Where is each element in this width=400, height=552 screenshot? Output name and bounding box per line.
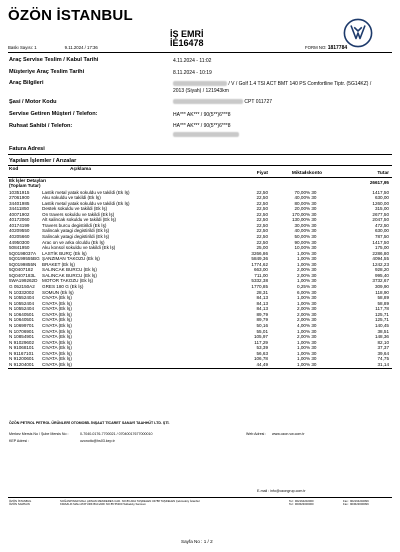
page-number: Sayfa No : 1 / 2 — [181, 539, 213, 544]
cell-fiyat: 22,50 — [256, 233, 268, 239]
cell-iskonto: % 30 — [306, 300, 317, 306]
cell-kod: N 91068101 — [9, 345, 35, 351]
footer-phones: Tel : 902164202000 Tel : 903623000000 — [289, 499, 314, 507]
cell-aciklama: MOTOR TAKOZU (Ek İş) — [42, 278, 94, 284]
cell-tutar: 472,50 — [374, 222, 389, 228]
cell-aciklama: BRAKET (Ek İş) — [42, 261, 75, 267]
cell-miktar: 20,00 — [294, 206, 306, 212]
cell-aciklama: Aku konsol sokuldu ve takildi (Ek İş) — [42, 245, 116, 251]
fatura-adresi-label: Fatura Adresi — [9, 146, 45, 152]
cell-aciklama: Lastik metal yatak sokuldu ve takildi (Ek İş) — [42, 200, 130, 206]
redacted-plate — [173, 81, 227, 86]
info-label-getiren: Servise Getiren Müşteri / Telefon: — [9, 111, 98, 117]
cell-kod: N 10552404 — [9, 300, 35, 306]
group-total-label: (Toplam Tutar) — [9, 183, 41, 188]
cell-aciklama: CIVATA (Ek İş) — [42, 345, 72, 351]
cell-tutar: 39,64 — [377, 350, 389, 356]
cell-kod: 34411850 — [9, 206, 30, 212]
section-title-islemler: Yapılan İşlemler / Arızalar — [9, 158, 77, 164]
cell-kod: 40071902 — [9, 211, 30, 217]
cell-fiyat: 105,97 — [253, 334, 268, 340]
cell-aciklama: CIVATA (Ek İş) — [42, 361, 72, 367]
info-value-sasi — [173, 99, 272, 105]
info-label-ruhsat: Ruhsat Sahibi / Telefon: — [9, 123, 73, 129]
cell-miktar: 1,00 — [297, 256, 306, 262]
vehicle-model: / V / Golf 1.4 TSI ACT BMT 140 PS Comfortline Tiptr. (5G14KZ) / — [228, 81, 372, 87]
cell-tutar: 309,90 — [374, 284, 389, 290]
print-meta — [8, 45, 98, 50]
document-title — [170, 30, 204, 48]
cell-fiyat: 89,79 — [256, 317, 268, 323]
cell-aciklama: CIVATA (Ek İş) — [42, 306, 72, 312]
cell-iskonto: % 30 — [306, 233, 317, 239]
cell-miktar: 130,00 — [291, 217, 306, 223]
cell-fiyat: 5849,36 — [251, 256, 268, 262]
info-value-arac — [173, 81, 371, 87]
cell-iskonto: % 30 — [306, 356, 317, 362]
cell-tutar: 2286,80 — [372, 250, 389, 256]
cell-tutar: 117,78 — [375, 306, 389, 312]
info-value-getiren: HA*** AK*** / 90(5**)6***8 — [173, 112, 231, 118]
cell-fiyat: 22,50 — [256, 239, 268, 245]
print-datetime: 9.11.2024 / 17:36 — [64, 45, 98, 50]
cell-tutar: 4094,55 — [372, 256, 389, 262]
cell-iskonto: % 30 — [306, 211, 317, 217]
cell-kod: 5WA199262D — [9, 278, 38, 284]
cell-fiyat: 3266,86 — [251, 250, 268, 256]
cell-tutar: 3732,67 — [372, 278, 389, 284]
cell-iskonto: % 30 — [306, 350, 317, 356]
cell-miktar: 1,00 — [297, 345, 306, 351]
cell-iskonto: % 30 — [306, 228, 317, 234]
cell-aciklama: SALINCAK BURCU (Ek İş) — [42, 272, 97, 278]
cell-aciklama: Aku sokuldu ve takildi (Ek İş) — [42, 195, 101, 201]
cell-aciklama: Arac on ve arka olculdu (Ek İş) — [42, 239, 105, 245]
cell-iskonto: % 30 — [306, 222, 317, 228]
cell-kod: 27061900 — [9, 195, 30, 201]
cell-kod: N 10552404 — [9, 306, 35, 312]
cell-miktar: 1,00 — [297, 350, 306, 356]
footer-faxes: Fax : 902164202099 Fax : 903623000099 — [343, 499, 369, 507]
cell-iskonto: % 30 — [306, 245, 317, 251]
cell-fiyat: 1774,62 — [251, 261, 268, 267]
info-value-ruhsat: HA*** AK*** / 90(5**)6***8 — [173, 123, 231, 129]
cell-fiyat: 22,50 — [256, 217, 268, 223]
cell-kod: N 10332002 — [9, 289, 35, 295]
cell-tutar: 2047,50 — [372, 217, 389, 223]
cell-aciklama: CIVATA (Ek İş) — [42, 334, 72, 340]
cell-tutar: 1417,50 — [372, 239, 389, 245]
cell-aciklama: CIVATA (Ek İş) — [42, 295, 72, 301]
cell-aciklama: CIVATA (Ek İş) — [42, 311, 72, 317]
cell-fiyat: 22,50 — [256, 211, 268, 217]
cell-miktar: 1,00 — [297, 356, 306, 362]
cell-tutar: 630,00 — [374, 195, 389, 201]
cell-tutar: 118,90 — [375, 289, 389, 295]
cell-kod: G 052150A2 — [9, 284, 35, 290]
cell-tutar: 1260,00 — [372, 200, 389, 206]
form-number — [305, 45, 347, 51]
group-total-value: 26617,95 — [369, 180, 389, 185]
cell-tutar: 74,75 — [377, 356, 389, 362]
cell-miktar: 2,00 — [297, 311, 306, 317]
cell-iskonto: % 30 — [306, 250, 317, 256]
info-value-kabul: 4.11.2024 - 11:02 — [173, 58, 212, 64]
cell-tutar: 38,51 — [377, 328, 389, 334]
cell-fiyat: 22,50 — [256, 228, 268, 234]
group-label: Ek İşler Detayları — [9, 178, 47, 183]
cell-tutar: 125,71 — [374, 317, 389, 323]
cell-fiyat: 44,49 — [256, 361, 268, 367]
divider — [8, 497, 392, 498]
cell-miktar: 40,00 — [294, 228, 306, 234]
cell-fiyat: 663,00 — [253, 267, 268, 273]
cell-miktar: 1,00 — [297, 278, 306, 284]
footer-web-label: Web Adresi : — [246, 432, 267, 436]
cell-miktar: 1,00 — [297, 250, 306, 256]
cell-aciklama: ŞANZIMAN TAKOZU (Ek İş) — [42, 256, 100, 262]
cell-kod: 5Q0407182 — [9, 267, 34, 273]
cell-fiyat: 106,78 — [253, 356, 268, 362]
cell-miktar: 1,00 — [297, 339, 306, 345]
cell-iskonto: % 30 — [306, 278, 317, 284]
cell-kod: N 10552404 — [9, 295, 35, 301]
cell-iskonto: % 30 — [306, 261, 317, 267]
info-value-teslim: 8.11.2024 - 10:19 — [173, 70, 212, 76]
cell-aciklama: CIVATA (Ek İş) — [42, 350, 72, 356]
doc-title-line1: İŞ EMRİ — [170, 29, 204, 39]
cell-fiyat: 55,01 — [256, 328, 268, 334]
footer-mersis-value: 0-7040-0176-7700021 / 07040017677000010 — [80, 432, 153, 436]
footer-kep-label: KEP Adresi : — [9, 439, 30, 443]
doc-number: İE16478 — [170, 38, 204, 48]
redacted-vin — [173, 99, 243, 104]
cell-miktar: 1,00 — [297, 361, 306, 367]
col-header-aciklama: Açıklama — [70, 167, 92, 172]
cell-aciklama: Destek sokuldu ve takildi (Ek İş) — [42, 206, 108, 212]
cell-aciklama: CIVATA (Ek İş) — [42, 339, 72, 345]
info-label-sasi: Şasi / Motor Kodu — [9, 99, 57, 105]
cell-tutar: 175,00 — [374, 245, 389, 251]
cell-tutar: 1242,23 — [372, 261, 389, 267]
cell-miktar: 2,00 — [297, 306, 306, 312]
cell-miktar: 0,25 — [297, 284, 306, 290]
cell-tutar: 995,40 — [374, 272, 389, 278]
cell-kod: 5Q0407183L — [9, 272, 36, 278]
cell-miktar: 4,00 — [297, 322, 306, 328]
cell-miktar: 1,00 — [297, 300, 306, 306]
cell-aciklama: CIVATA (Ek İş) — [42, 300, 72, 306]
cell-fiyat: 1770,85 — [251, 284, 268, 290]
cell-fiyat: 25,00 — [256, 245, 268, 251]
cell-kod: N 10706901 — [9, 328, 35, 334]
cell-fiyat: 50,16 — [256, 322, 268, 328]
cell-miktar: 2,00 — [297, 267, 306, 273]
footer-web-value[interactable]: www.ozon.vw.com.tr — [272, 432, 305, 436]
cell-fiyat: 22,50 — [256, 222, 268, 228]
cell-kod: 40174199 — [9, 222, 30, 228]
cell-kod: 40209550 — [9, 228, 30, 234]
cell-fiyat: 84,13 — [256, 300, 268, 306]
cell-iskonto: % 30 — [306, 345, 317, 351]
cell-aciklama: CIVATA (Ek İş) — [42, 328, 72, 334]
table-row — [9, 362, 389, 368]
cell-tutar: 58,89 — [377, 295, 389, 301]
cell-miktar: 10,00 — [294, 245, 306, 251]
cell-aciklama: Lastik metal yatak sokuldu ve takildi (Ek İş) — [42, 189, 130, 195]
cell-kod: N 91200601 — [9, 356, 35, 362]
cell-fiyat: 53,39 — [256, 345, 268, 351]
cell-aciklama: Salincak yatagi degistirildi (Ek İş) — [42, 233, 110, 239]
footer-branches: ÖZÖN İSTANBUL ÖZÖN SAMSUN — [9, 499, 32, 507]
cell-iskonto: % 30 — [306, 195, 317, 201]
cell-kod: N 91029602 — [9, 339, 35, 345]
cell-iskonto: % 30 — [306, 189, 317, 195]
cell-iskonto: % 30 — [306, 256, 317, 262]
cell-fiyat: 89,79 — [256, 311, 268, 317]
cell-fiyat: 22,50 — [256, 189, 268, 195]
cell-kod: 40205660 — [9, 233, 30, 239]
cell-tutar: 928,20 — [374, 267, 389, 273]
cell-iskonto: % 30 — [306, 306, 317, 312]
cell-fiyat: 84,13 — [256, 295, 268, 301]
cell-miktar: 1,00 — [297, 261, 306, 267]
info-value-arac-2: 2013 (Siyah) / 121943km — [173, 88, 229, 94]
cell-fiyat: 22,50 — [256, 206, 268, 212]
footer-addresses: SOĞANPINAR MAH. ADNAN MENDERES CAD. NO:86 ADA TAŞDELEN 34788 TAŞDELEN Çekmeköy İstanbul KIRAZLIK MAH.ATATÜRK BULVARI NO:85 55300 Tekkeköy Samsun — [60, 499, 200, 507]
cell-iskonto: % 30 — [306, 206, 317, 212]
cell-kod: 5Q0198037A — [9, 250, 37, 256]
cell-iskonto: % 30 — [306, 322, 317, 328]
col-header-miktar: Miktar — [291, 171, 306, 176]
cell-fiyat: 28,31 — [256, 289, 268, 295]
cell-miktar: 30,00 — [294, 222, 306, 228]
info-label-kabul: Araç Servise Teslim / Kabul Tarihi — [9, 57, 99, 63]
cell-miktar: 90,00 — [294, 239, 306, 245]
cell-kod: 10351915 — [9, 189, 30, 195]
cell-kod: N 91204001 — [9, 361, 35, 367]
cell-tutar: 630,00 — [374, 228, 389, 234]
cell-iskonto: % 30 — [306, 289, 317, 295]
cell-iskonto: % 30 — [306, 272, 317, 278]
cell-tutar: 58,89 — [377, 300, 389, 306]
cell-fiyat: 84,13 — [256, 306, 268, 312]
col-header-kod: Kod — [9, 167, 19, 172]
cell-aciklama: SALINCAK BURCU (Ek İş) — [42, 267, 97, 273]
engine-code: CPT 011727 — [244, 99, 273, 105]
cell-miktar: 1,00 — [297, 328, 306, 334]
divider — [8, 368, 392, 369]
brand-title: ÖZÖN İSTANBUL — [8, 7, 133, 24]
cell-miktar: 80,00 — [294, 200, 306, 206]
cell-kod: N 10699701 — [9, 322, 35, 328]
cell-kod: N 10640501 — [9, 311, 35, 317]
cell-kod: 5Q0199555BG — [9, 256, 40, 262]
cell-miktar: 170,00 — [291, 211, 306, 217]
cell-tutar: 31,14 — [377, 361, 389, 367]
cell-tutar: 37,37 — [377, 345, 389, 351]
cell-tutar: 125,71 — [374, 311, 389, 317]
cell-fiyat: 117,29 — [254, 339, 268, 345]
cell-aciklama: Travers burcu degistirildi (Ek İş) — [42, 222, 107, 228]
form-no-value: 1817784 — [327, 45, 348, 51]
footer-mersis-label: Merkez Mersis No / Şube Mersis No : — [9, 432, 69, 436]
cell-kod: N 91167101 — [9, 350, 34, 356]
cell-iskonto: % 30 — [306, 317, 317, 323]
cell-miktar: 2,00 — [297, 317, 306, 323]
cell-kod: N 10854901 — [9, 334, 35, 340]
cell-aciklama: CIVATA (Ek İş) — [42, 317, 72, 323]
cell-aciklama: On travers sokuldu ve takildi (Ek İş) — [42, 211, 115, 217]
cell-fiyat: 711,00 — [254, 272, 268, 278]
divider — [8, 177, 392, 178]
cell-fiyat: 22,50 — [256, 200, 268, 206]
form-no-label: FORM NO: — [305, 45, 327, 50]
cell-aciklama: CIVATA (Ek İş) — [42, 356, 72, 362]
divider — [8, 52, 392, 53]
divider — [8, 154, 392, 155]
cell-kod: 40172060 — [9, 217, 30, 223]
cell-tutar: 82,10 — [377, 339, 389, 345]
cell-kod: N 10640501 — [9, 317, 35, 323]
cell-iskonto: % 30 — [306, 361, 317, 367]
cell-tutar: 148,36 — [374, 334, 389, 340]
cell-aciklama: SOMUN (Ek İş) — [42, 289, 74, 295]
cell-miktar: 1,00 — [297, 295, 306, 301]
cell-tutar: 2677,50 — [372, 211, 389, 217]
cell-aciklama: GRES 180 G (Ek İş) — [42, 284, 84, 290]
footer-company: ÖZÖN PETROL PETROL ÜRÜNLERİ OTOMOBİL İNŞAAT TİCARET SANAYİ TAAHHÜT LTD. ŞTİ. — [9, 421, 170, 425]
cell-iskonto: % 30 — [306, 239, 317, 245]
footer-email[interactable]: E-mail : info@ozongrup.com.tr — [257, 489, 306, 493]
divider — [8, 165, 392, 166]
cell-miktar: 6,00 — [297, 289, 306, 295]
cell-tutar: 315,00 — [374, 206, 389, 212]
cell-iskonto: % 30 — [306, 328, 317, 334]
cell-aciklama: Salincak yatagi degistirildi (Ek İş) — [42, 228, 110, 234]
cell-miktar: 50,00 — [294, 233, 306, 239]
cell-iskonto: % 30 — [306, 311, 317, 317]
cell-fiyat: 56,63 — [256, 350, 268, 356]
cell-kod: 44950300 — [9, 239, 30, 245]
cell-iskonto: % 30 — [306, 334, 317, 340]
vw-logo-icon — [343, 18, 373, 48]
cell-miktar: 40,00 — [294, 195, 306, 201]
cell-iskonto: % 30 — [306, 284, 317, 290]
col-header-iskonto: İskonto — [305, 171, 323, 176]
cell-fiyat: 22,50 — [256, 195, 268, 201]
cell-fiyat: 5332,38 — [251, 278, 268, 284]
cell-kod: 50841950 — [9, 245, 30, 251]
cell-iskonto: % 30 — [306, 200, 317, 206]
col-header-tutar: Tutar — [377, 171, 389, 176]
cell-iskonto: % 30 — [306, 295, 317, 301]
cell-tutar: 787,50 — [374, 233, 389, 239]
cell-aciklama: LASTİK BURÇ (Ek İş) — [42, 250, 87, 256]
cell-miktar: 70,00 — [294, 189, 306, 195]
cell-iskonto: % 30 — [306, 339, 317, 345]
cell-iskonto: % 30 — [306, 267, 317, 273]
cell-kod: 5Q0199855N — [9, 261, 37, 267]
info-label-teslim: Müşteriye Araç Teslim Tarihi — [9, 69, 85, 75]
col-header-fiyat: Fiyat — [256, 171, 268, 176]
cell-aciklama: CIVATA (Ek İş) — [42, 322, 72, 328]
footer-kep-value[interactable]: ozonotic@hs03.kep.tr — [80, 439, 115, 443]
print-count: Baskı Sayısı: 1 — [8, 45, 37, 50]
info-label-arac: Araç Bilgileri — [9, 80, 44, 86]
cell-miktar: 2,00 — [297, 272, 306, 278]
cell-iskonto: % 30 — [306, 217, 317, 223]
redacted-address — [173, 132, 239, 138]
cell-tutar: 1417,50 — [372, 189, 389, 195]
cell-tutar: 140,45 — [374, 322, 389, 328]
cell-kod: 34401985 — [9, 200, 30, 206]
cell-aciklama: Alt salincak sokuldu ve takildi (Ek İş) — [42, 217, 117, 223]
cell-miktar: 2,00 — [297, 334, 306, 340]
